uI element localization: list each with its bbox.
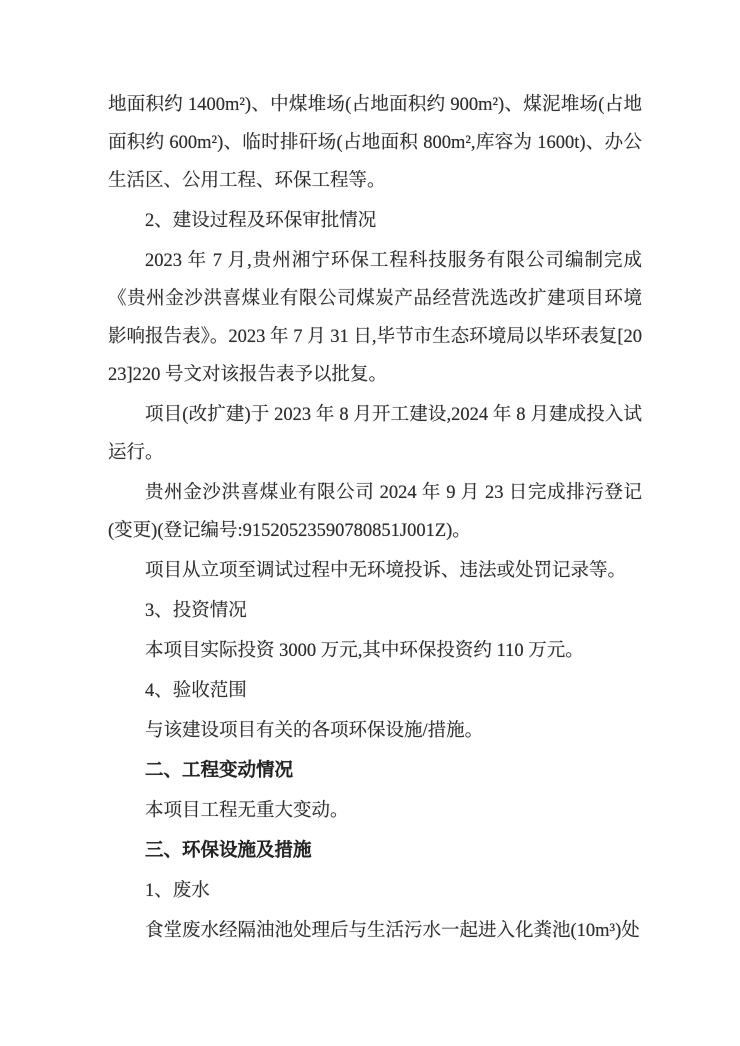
- paragraph-eia-approval: 2023 年 7 月,贵州湘宁环保工程科技服务有限公司编制完成《贵州金沙洪喜煤业有限公司煤炭产品经营洗选改扩建项目环境影响报告表》。2023 年 7 月 31 日,毕节市生态环境局以毕环表复[2023]220 号文对该报告表予以批复。: [108, 251, 642, 385]
- paragraph-no-major-changes: 本项目工程无重大变动。: [145, 801, 349, 821]
- paragraph-construction-timeline: 项目(改扩建)于 2023 年 8 月开工建设,2024 年 8 月建成投入试运行。: [108, 405, 642, 463]
- heading-1-wastewater: 1、废水: [145, 881, 210, 901]
- paragraph-investment: 本项目实际投资 3000 万元,其中环保投资约 110 万元。: [145, 641, 584, 661]
- heading-2-construction-approval: 2、建设过程及环保审批情况: [145, 211, 377, 231]
- paragraph-canteen-wastewater: 食堂废水经隔油池处理后与生活污水一起进入化粪池(10m³)处: [145, 921, 640, 941]
- heading-section-2-project-changes: 二、工程变动情况: [145, 761, 294, 781]
- heading-section-3-env-facilities: 三、环保设施及措施: [145, 841, 312, 861]
- paragraph-site-areas: 地面积约 1400m²)、中煤堆场(占地面积约 900m²)、煤泥堆场(占地面积约 600m²)、临时排矸场(占地面积 800m²,库容为 1600t)、办公生活区、公用工程、环保工程等。: [108, 95, 642, 191]
- paragraph-acceptance-scope: 与该建设项目有关的各项环保设施/措施。: [145, 721, 484, 741]
- heading-4-acceptance-scope: 4、验收范围: [145, 681, 247, 701]
- heading-3-investment: 3、投资情况: [145, 601, 247, 621]
- paragraph-no-violations: 项目从立项至调试过程中无环境投诉、违法或处罚记录等。: [145, 561, 627, 581]
- paragraph-pollutant-registration: 贵州金沙洪喜煤业有限公司 2024 年 9 月 23 日完成排污登记(变更)(登记编号:91520523590780851J001Z)。: [108, 483, 642, 541]
